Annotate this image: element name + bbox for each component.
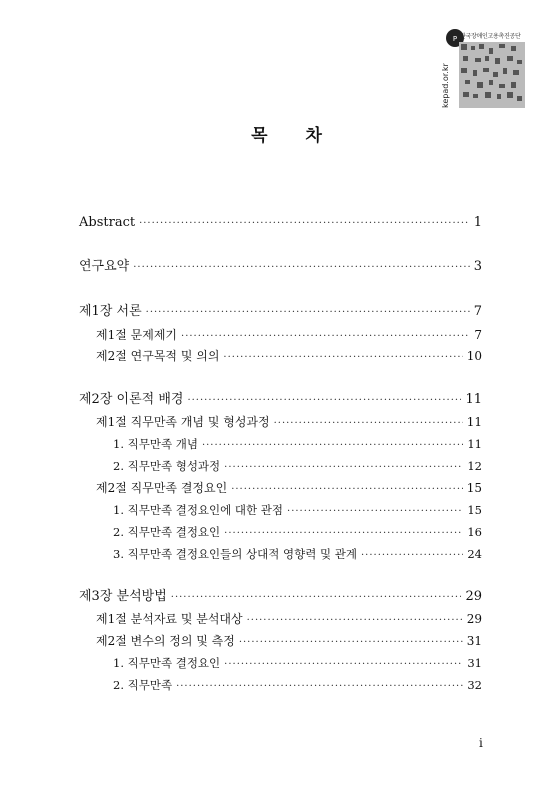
toc-entry <box>96 480 482 498</box>
page-title: 목 차 <box>251 126 338 146</box>
toc-leader-dots <box>361 548 463 564</box>
toc-entry-label: Abstract <box>79 215 136 230</box>
toc-entry-page: 16 <box>467 525 482 539</box>
toc-entry-page: 12 <box>467 459 482 473</box>
toc-entry-label: 제1절 직무만족 개념 및 형성과정 <box>96 415 270 429</box>
toc-entry-label: 제2절 연구목적 및 의의 <box>96 349 220 363</box>
toc-entry-label: 제2장 이론적 배경 <box>79 392 184 407</box>
toc-entry-label: 제1절 분석자료 및 분석대상 <box>96 612 243 626</box>
toc-leader-dots <box>274 416 463 432</box>
toc-entry-label: 2. 직무만족 형성과정 <box>113 459 221 473</box>
toc-entry-label: 3. 직무만족 결정요인들의 상대적 영향력 및 관계 <box>113 547 357 561</box>
toc-entry-page: 11 <box>466 415 482 429</box>
toc-leader-dots <box>171 590 462 606</box>
toc-entry-page: 29 <box>465 589 482 604</box>
toc-entry <box>79 259 482 276</box>
toc-entry-page: 15 <box>467 503 482 517</box>
toc-entry-page: 10 <box>466 349 482 363</box>
toc-entry <box>113 524 482 542</box>
toc-entry-page: 31 <box>467 656 482 670</box>
toc-entry <box>96 611 482 629</box>
toc-entry-label: 제1장 서론 <box>79 304 142 319</box>
toc-entry-page: 11 <box>465 392 482 407</box>
toc-entry-label: 2. 직무만족 <box>113 678 173 692</box>
toc-leader-dots <box>247 613 463 629</box>
toc-entry <box>79 392 482 409</box>
toc-entry-label: 제3장 분석방법 <box>79 589 167 604</box>
toc-leader-dots <box>287 504 463 520</box>
toc-entry <box>96 414 482 432</box>
toc-leader-dots <box>224 460 463 476</box>
toc-entry <box>113 546 482 564</box>
toc-entry <box>113 436 482 454</box>
toc-entry-page: 7 <box>474 328 482 342</box>
toc-entry-page: 15 <box>466 481 482 495</box>
stamp-url-label: kepad.or.kr <box>441 63 450 108</box>
toc-leader-dots <box>139 216 470 232</box>
toc-entry-label: 제2절 직무만족 결정요인 <box>96 481 228 495</box>
toc-entry <box>79 215 482 232</box>
toc-entry-page: 32 <box>467 678 482 692</box>
toc-leader-dots <box>133 260 469 276</box>
toc-leader-dots <box>187 393 461 409</box>
toc-entry <box>79 304 482 321</box>
page-number: i <box>479 736 483 750</box>
toc-leader-dots <box>239 635 463 651</box>
toc-leader-dots <box>231 482 463 498</box>
toc-leader-dots <box>146 305 470 321</box>
toc-leader-dots <box>176 679 463 695</box>
svg-text:P: P <box>452 35 458 43</box>
toc-entry <box>113 677 482 695</box>
toc-entry-page: 7 <box>473 304 482 319</box>
toc-entry <box>96 327 482 345</box>
toc-leader-dots <box>224 526 463 542</box>
toc-entry-page: 1 <box>473 215 482 230</box>
toc-entry-label: 제2절 변수의 정의 및 측정 <box>96 634 235 648</box>
toc-entry-label: 2. 직무만족 결정요인 <box>113 525 221 539</box>
toc-entry-label: 제1절 문제제기 <box>96 328 178 342</box>
stamp-organization-label: 한국장애인고용촉진공단 <box>460 33 521 40</box>
toc-entry <box>113 502 482 520</box>
toc-leader-dots <box>181 329 470 345</box>
toc-entry-label: 1. 직무만족 결정요인에 대한 관점 <box>113 503 284 517</box>
toc-entry-page: 24 <box>467 547 482 561</box>
toc-entry <box>113 458 482 476</box>
toc-entry-page: 29 <box>466 612 482 626</box>
toc-entry-page: 11 <box>467 437 482 451</box>
toc-entry-page: 3 <box>473 259 482 274</box>
toc-entry-label: 1. 직무만족 결정요인 <box>113 656 221 670</box>
toc-entry-page: 31 <box>466 634 482 648</box>
qr-stamp-image <box>445 28 529 112</box>
toc-leader-dots <box>224 657 463 673</box>
toc-leader-dots <box>202 438 463 454</box>
toc-leader-dots <box>223 350 462 366</box>
toc-entry <box>96 633 482 651</box>
toc-entry <box>113 655 482 673</box>
toc-entry-label: 1. 직무만족 개념 <box>113 437 198 451</box>
toc-entry <box>79 589 482 606</box>
toc-entry <box>96 348 482 366</box>
toc-entry-label: 연구요약 <box>79 259 130 274</box>
